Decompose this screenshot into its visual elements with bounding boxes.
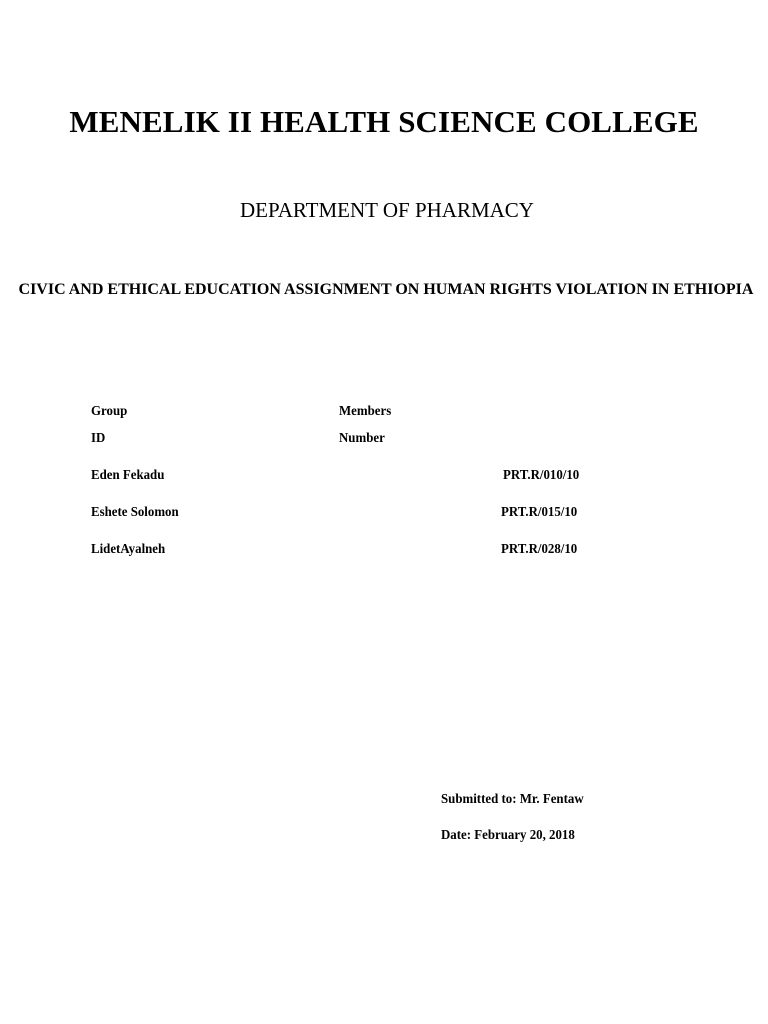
assignment-title: CIVIC AND ETHICAL EDUCATION ASSIGNMENT ON HUMAN RIGHTS VIOLATION IN ETHIOPIA xyxy=(18,281,754,298)
member-name: Eshete Solomon xyxy=(91,505,179,520)
header-members: Members xyxy=(339,404,392,419)
submitted-to: Submitted to: Mr. Fentaw xyxy=(441,792,584,807)
header-number: Number xyxy=(339,431,385,446)
member-id: PRT.R/015/10 xyxy=(501,505,578,520)
member-name: Eden Fekadu xyxy=(91,468,165,483)
college-title: MENELIK II HEALTH SCIENCE COLLEGE xyxy=(69,104,699,139)
department-heading: DEPARTMENT OF PHARMACY xyxy=(240,198,534,222)
header-id: ID xyxy=(91,431,106,446)
member-name: LidetAyalneh xyxy=(91,542,166,557)
member-id: PRT.R/028/10 xyxy=(501,542,578,557)
member-id: PRT.R/010/10 xyxy=(503,468,580,483)
submission-date: Date: February 20, 2018 xyxy=(441,828,575,843)
header-group: Group xyxy=(91,404,128,419)
